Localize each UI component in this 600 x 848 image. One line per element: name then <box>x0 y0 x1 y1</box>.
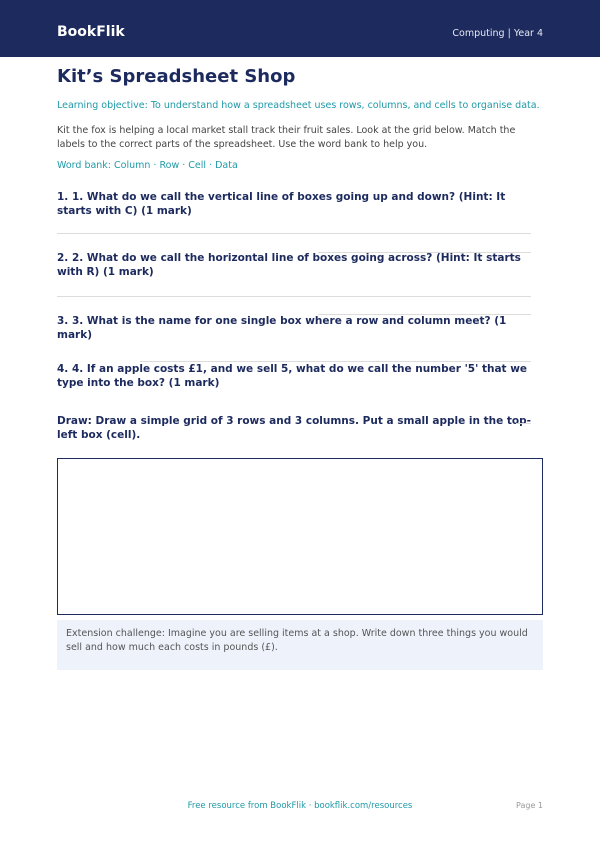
question-3: 3. 3. What is the name for one single box where a row and column meet? (1 mark) <box>57 315 507 341</box>
page-title: Kit’s Spreadsheet Shop <box>57 66 296 87</box>
footer-resource-text: Free resource from BookFlik · bookflik.com/resources <box>187 801 413 811</box>
draw-prompt: Draw: Draw a simple grid of 3 rows and 3 columns. Put a small apple in the top-left box (cell). <box>57 415 531 441</box>
page-number: Page 1 <box>516 801 543 810</box>
drawing-area[interactable] <box>57 458 543 615</box>
question-2: 2. 2. What do we call the horizontal line of boxes going across? (Hint: It starts with R) (1 mark) <box>57 252 521 278</box>
draw-answer-line <box>516 423 531 424</box>
answer-line-1-end[interactable] <box>318 252 531 253</box>
intro-text: Kit the fox is helping a local market stall track their fruit sales. Look at the grid below. Match the labels to the correct parts of the spreadsheet. Use the word bank to help you. <box>57 125 516 150</box>
question-4: 4. 4. If an apple costs £1, and we sell 5, what do we call the number '5' that we type into the box? (1 mark) <box>57 363 528 389</box>
answer-line-1[interactable] <box>57 233 531 234</box>
answer-line-2 <box>57 296 531 297</box>
brand-logo: BookFlik <box>57 24 125 40</box>
page-header <box>0 0 600 57</box>
extension-challenge <box>57 620 543 670</box>
question-1: 1. 1. What do we call the vertical line of boxes going up and down? (Hint: It starts with C) (1 mark) <box>57 191 506 217</box>
word-bank: Word bank: Column · Row · Cell · Data <box>57 160 238 171</box>
extension-text: Extension challenge: Imagine you are selling items at a shop. Write down three things you would sell and how much each costs in pounds (£). <box>66 628 528 653</box>
subject-year-label: Computing | Year 4 <box>452 28 543 39</box>
answer-line-4[interactable] <box>140 361 531 362</box>
learning-objective: Learning objective: To understand how a spreadsheet uses rows, columns, and cells to organise data. <box>57 100 540 111</box>
answer-line-3[interactable] <box>318 314 531 315</box>
